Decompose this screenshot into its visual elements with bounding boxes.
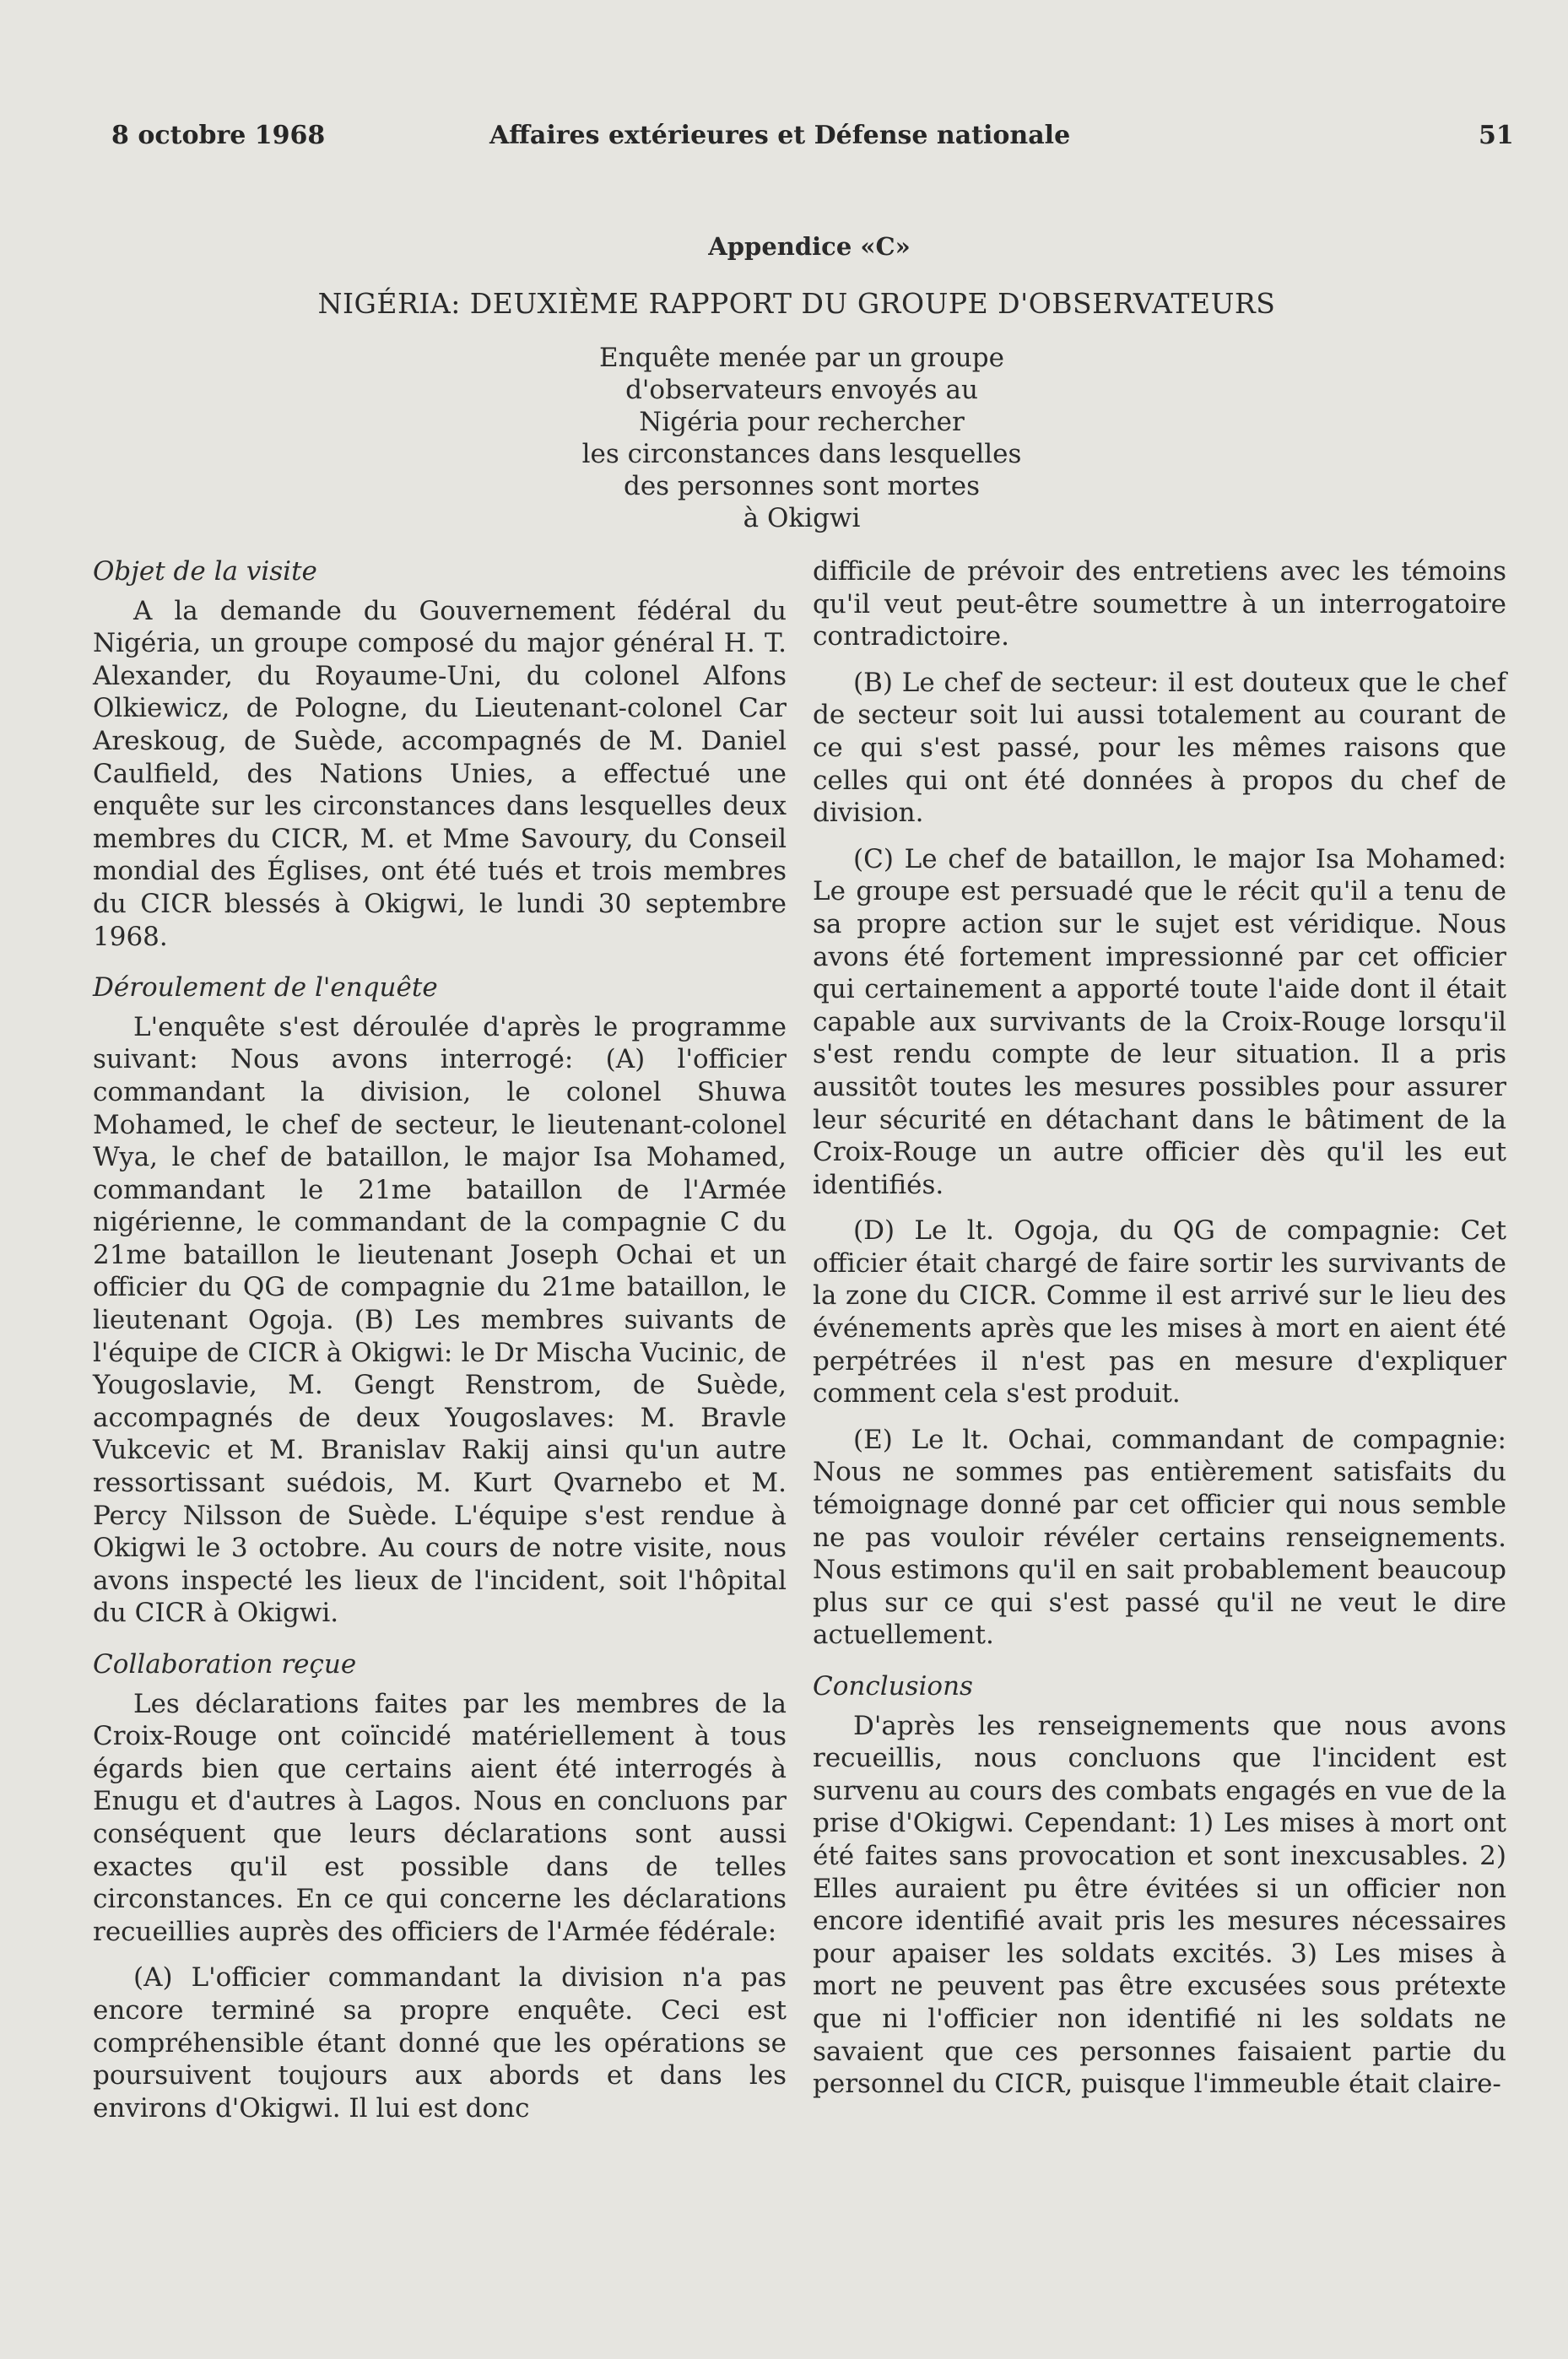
paragraph: (E) Le lt. Ochai, commandant de compagnie: Nous ne sommes pas entièrement satisfaits du témoignage donné par cet officier qui nous semble ne pas vouloir révéler certains renseignements. Nous estimons qu'il en sait probablement beaucoup plus sur ce qui s'est passé qu'il ne veut le dire actuellement. bbox=[813, 1424, 1506, 1651]
page-title: NIGÉRIA: DEUXIÈME RAPPORT DU GROUPE D'OBSERVATEURS bbox=[317, 287, 1276, 320]
paragraph: D'après les renseignements que nous avons recueillis, nous concluons que l'incident est survenu au cours des combats engagés en vue de la prise d'Okigwi. Cependant: 1) Les mises à mort ont été faites sans provocation et sont inexcusables. 2) Elles auraient pu être évitées si un officier non encore identifié avait pris les mesures nécessaires pour apaiser les soldats excités. 3) Les mises à mort ne peuvent pas être excusées sous prétexte que ni l'officier non identifié ni les soldats ne savaient que ces personnes faisaient partie du personnel du CICR, puisque l'immeuble était claire- bbox=[813, 1710, 1506, 2100]
section-heading: Déroulement de l'enquête bbox=[93, 972, 438, 1004]
paragraph: (A) L'officier commandant la division n'a pas encore terminé sa propre enquête. Ceci est compréhensible étant donné que les opérations se poursuivent toujours aux abords et dans les environs d'Okigwi. Il lui est donc bbox=[93, 1962, 787, 2124]
paragraph: (D) Le lt. Ogoja, du QG de compagnie: Cet officier était chargé de faire sortir les survivants de la zone du CICR. Comme il est arrivé sur le lieu des événements après que les mises à mort en aient été perpétrées il n'est pas en mesure d'expliquer comment cela s'est produit. bbox=[813, 1215, 1506, 1409]
paragraph: (C) Le chef de bataillon, le major Isa Mohamed: Le groupe est persuadé que le récit qu'il a tenu de sa propre action sur le sujet est véridique. Nous avons été fortement impressionné par cet officier qui certainement a apporté toute l'aide dont il était capable aux survivants de la Croix-Rouge lorsqu'il s'est rendu compte de leur situation. Il a pris aussitôt toutes les mesures possibles pour assurer leur sécurité en détachant dans le bâtiment de la Croix-Rouge un autre officier dès qu'il les eut identifiés. bbox=[813, 843, 1506, 1200]
subtitle-line: Nigéria pour rechercher bbox=[639, 407, 965, 437]
subtitle-line: des personnes sont mortes bbox=[623, 471, 980, 501]
appendix-label: Appendice «C» bbox=[708, 232, 911, 261]
paragraph: difficile de prévoir des entretiens avec les témoins qu'il veut peut-être soumettre à un interrogatoire contradictoire. bbox=[813, 556, 1506, 652]
subtitle-line: les circonstances dans lesquelles bbox=[581, 439, 1022, 469]
subtitle bbox=[540, 342, 1063, 534]
subtitle-line: d'observateurs envoyés au bbox=[625, 375, 978, 405]
subtitle-line: Enquête menée par un groupe bbox=[599, 343, 1004, 373]
right-column bbox=[813, 555, 1506, 2114]
paragraph: L'enquête s'est déroulée d'après le programme suivant: Nous avons interrogé: (A) l'officier commandant la division, le colonel Shuwa Mohamed, le chef de secteur, le lieutenant-colonel Wya, le chef de bataillon, le major Isa Mohamed, commandant le 21me bataillon de l'Armée nigérienne, le commandant de la compagnie C du 21me bataillon le lieutenant Joseph Ochai et un officier du QG de compagnie du 21me bataillon, le lieutenant Ogoja. (B) Les membres suivants de l'équipe de CICR à Okigwi: le Dr Mischa Vucinic, de Yougoslavie, M. Gengt Renstrom, de Suède, accompagnés de deux Yougoslaves: M. Bravle Vukcevic et M. Branislav Rakij ainsi qu'un autre ressortissant suédois, M. Kurt Qvarnebo et M. Percy Nilsson de Suède. L'équipe s'est rendue à Okigwi le 3 octobre. Au cours de notre visite, nous avons inspecté les lieux de l'incident, soit l'hôpital du CICR à Okigwi. bbox=[93, 1011, 787, 1629]
section-heading: Collaboration reçue bbox=[93, 1649, 357, 1680]
header-title: Affaires extérieures et Défense nationale bbox=[489, 121, 1071, 150]
page-number: 51 bbox=[1479, 121, 1514, 150]
paragraph: (B) Le chef de secteur: il est douteux que le chef de secteur soit lui aussi totalement au courant de ce qui s'est passé, pour les mêmes raisons que celles qui ont été données à propos du chef de division. bbox=[813, 667, 1506, 829]
subtitle-line: à Okigwi bbox=[743, 503, 861, 533]
header-date: 8 octobre 1968 bbox=[111, 121, 326, 150]
running-header bbox=[0, 121, 1568, 163]
section-heading: Conclusions bbox=[813, 1671, 973, 1702]
paragraph: A la demande du Gouvernement fédéral du Nigéria, un groupe composé du major général H. T. Alexander, du Royaume-Uni, du colonel Alfons Olkiewicz, de Pologne, du Lieutenant-colonel Car Areskoug, de Suède, accompagnés de M. Daniel Caulfield, des Nations Unies, a effectué une enquête sur les circonstances dans lesquelles deux membres du CICR, M. et Mme Savoury, du Conseil mondial des Églises, ont été tués et trois membres du CICR blessés à Okigwi, le lundi 30 septembre 1968. bbox=[93, 595, 787, 952]
paragraph: Les déclarations faites par les membres de la Croix-Rouge ont coïncidé matériellement à tous égards bien que certains aient été interrogés à Enugu et d'autres à Lagos. Nous en concluons par conséquent que leurs déclarations sont aussi exactes qu'il est possible dans de telles circonstances. En ce qui concerne les déclarations recueillies auprès des officiers de l'Armée fédérale: bbox=[93, 1688, 787, 1947]
left-column bbox=[93, 555, 787, 2138]
section-heading: Objet de la visite bbox=[93, 556, 317, 587]
